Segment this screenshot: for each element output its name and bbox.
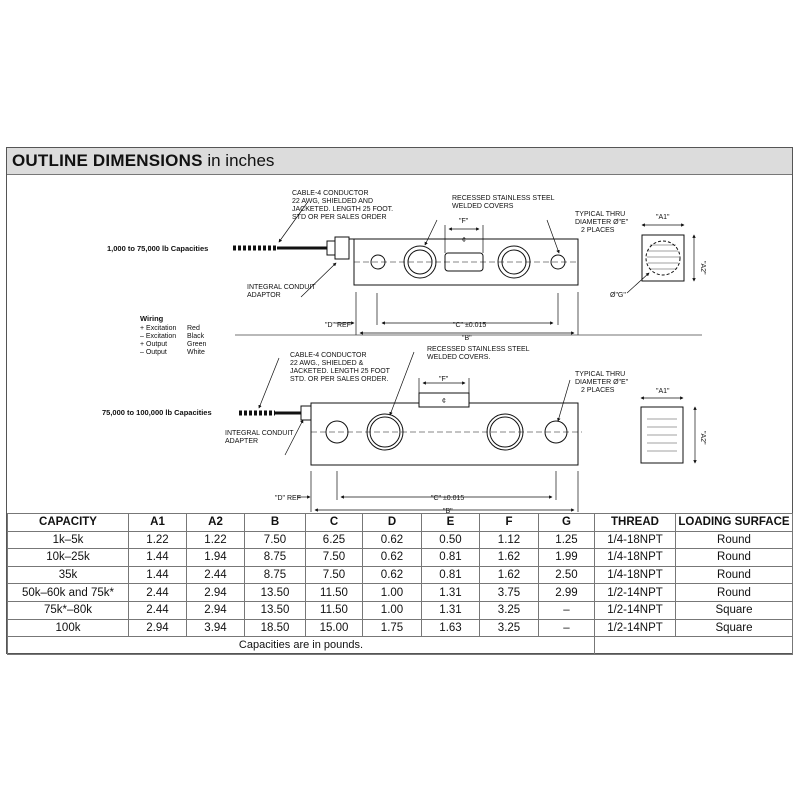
table-cell: Square xyxy=(676,619,793,637)
col-header-loading-surface: LOADING SURFACE xyxy=(676,514,793,532)
svg-text:Green: Green xyxy=(187,341,207,348)
table-cell: 6.25 xyxy=(306,531,363,549)
table-cell: 1/2-14NPT xyxy=(595,619,676,637)
top-end-view xyxy=(627,225,694,293)
svg-text:¢: ¢ xyxy=(442,398,446,405)
table-row xyxy=(8,584,793,602)
svg-text:2 PLACES: 2 PLACES xyxy=(581,227,615,234)
table-cell: 75k*–80k xyxy=(8,601,129,619)
table-cell: 1.00 xyxy=(363,584,422,602)
svg-text:DIAMETER Ø"E": DIAMETER Ø"E" xyxy=(575,379,629,386)
bottom-dim-f: "F" xyxy=(439,376,449,383)
svg-text:– Output: – Output xyxy=(140,349,167,356)
svg-text:22 AWG., SHIELDED &: 22 AWG., SHIELDED & xyxy=(290,360,364,367)
table-cell: 1.12 xyxy=(480,531,539,549)
table-cell: 2.44 xyxy=(129,601,187,619)
table-cell: 1/4-18NPT xyxy=(595,566,676,584)
col-header-d: D xyxy=(363,514,422,532)
table-cell: 1/4-18NPT xyxy=(595,531,676,549)
table-cell: 2.99 xyxy=(539,584,595,602)
table-cell: 15.00 xyxy=(306,619,363,637)
svg-text:INTEGRAL CONDUIT: INTEGRAL CONDUIT xyxy=(225,430,294,437)
top-dim-g: Ø"G" xyxy=(610,292,626,299)
table-cell: 8.75 xyxy=(245,549,306,567)
svg-text:ADAPTER: ADAPTER xyxy=(225,438,259,445)
svg-text:TYPICAL THRU: TYPICAL THRU xyxy=(575,371,626,378)
top-capacity-label: 1,000 to 75,000 lb Capacities xyxy=(107,244,209,253)
svg-text:WELDED COVERS.: WELDED COVERS. xyxy=(427,354,491,361)
table-cell: – xyxy=(539,601,595,619)
table-cell: 1.00 xyxy=(363,601,422,619)
outline-drawing xyxy=(7,175,792,513)
table-cell: 3.94 xyxy=(187,619,245,637)
table-cell: 2.50 xyxy=(539,566,595,584)
svg-text:JACKETED. LENGTH 25 FOOT: JACKETED. LENGTH 25 FOOT xyxy=(290,368,390,375)
table-cell: 0.81 xyxy=(422,549,480,567)
table-cell: 3.25 xyxy=(480,601,539,619)
svg-text:+ Output: + Output xyxy=(140,341,168,348)
table-cell: 10k–25k xyxy=(8,549,129,567)
table-cell: 1.25 xyxy=(539,531,595,549)
top-cable xyxy=(233,237,354,259)
col-header-a1: A1 xyxy=(129,514,187,532)
table-footnote: Capacities are in pounds. xyxy=(8,637,595,655)
table-cell: 3.75 xyxy=(480,584,539,602)
svg-text:+ Excitation: + Excitation xyxy=(140,325,177,332)
svg-text:Wiring: Wiring xyxy=(140,314,164,323)
table-cell: 0.81 xyxy=(422,566,480,584)
top-thru-note xyxy=(575,211,629,234)
table-row xyxy=(8,531,793,549)
table-cell: 1.22 xyxy=(129,531,187,549)
bottom-thru-note xyxy=(575,371,629,394)
col-header-capacity: CAPACITY xyxy=(8,514,129,532)
table-cell: 13.50 xyxy=(245,584,306,602)
bottom-dim-a2: "A2" xyxy=(699,431,706,445)
table-cell: 3.25 xyxy=(480,619,539,637)
svg-text:CABLE-4 CONDUCTOR: CABLE-4 CONDUCTOR xyxy=(290,352,367,359)
table-cell: 0.50 xyxy=(422,531,480,549)
col-header-c: C xyxy=(306,514,363,532)
svg-text:JACKETED. LENGTH 25 FOOT.: JACKETED. LENGTH 25 FOOT. xyxy=(292,206,394,213)
table-cell: 1.99 xyxy=(539,549,595,567)
svg-text:DIAMETER Ø"E": DIAMETER Ø"E" xyxy=(575,219,629,226)
bottom-load-cell-body xyxy=(311,393,582,465)
table-cell: – xyxy=(539,619,595,637)
section-title: OUTLINE DIMENSIONS in inches xyxy=(12,151,275,170)
table-cell: 1.31 xyxy=(422,584,480,602)
svg-text:Red: Red xyxy=(187,325,200,332)
col-header-b: B xyxy=(245,514,306,532)
col-header-g: G xyxy=(539,514,595,532)
svg-text:INTEGRAL CONDUIT: INTEGRAL CONDUIT xyxy=(247,284,316,291)
col-header-a2: A2 xyxy=(187,514,245,532)
table-cell: 35k xyxy=(8,566,129,584)
table-cell: 2.94 xyxy=(129,619,187,637)
bottom-dim-c: "C" ±0.015 xyxy=(431,495,465,502)
svg-text:ADAPTOR: ADAPTOR xyxy=(247,292,281,299)
table-row xyxy=(8,601,793,619)
table-cell: 1.22 xyxy=(187,531,245,549)
top-dim-d: "D" REF xyxy=(325,322,351,329)
wiring-legend xyxy=(140,314,207,356)
table-row xyxy=(8,549,793,567)
table-cell: 7.50 xyxy=(306,549,363,567)
bottom-dim-a1: "A1" xyxy=(656,388,670,395)
table-cell: 0.62 xyxy=(363,566,422,584)
dimension-table xyxy=(7,513,793,655)
top-dimension-lines xyxy=(279,203,578,335)
table-cell: 11.50 xyxy=(306,584,363,602)
table-cell: 0.62 xyxy=(363,531,422,549)
table-cell: 1.75 xyxy=(363,619,422,637)
table-cell: Round xyxy=(676,531,793,549)
svg-text:2 PLACES: 2 PLACES xyxy=(581,387,615,394)
svg-text:Black: Black xyxy=(187,333,205,340)
svg-text:RECESSED STAINLESS STEEL: RECESSED STAINLESS STEEL xyxy=(427,346,530,353)
table-cell: 7.50 xyxy=(245,531,306,549)
table-cell: 2.94 xyxy=(187,601,245,619)
svg-text:22 AWG, SHIELDED AND: 22 AWG, SHIELDED AND xyxy=(292,198,374,205)
table-cell: Square xyxy=(676,601,793,619)
table-cell: 8.75 xyxy=(245,566,306,584)
table-cell: 7.50 xyxy=(306,566,363,584)
col-header-e: E xyxy=(422,514,480,532)
table-cell: 0.62 xyxy=(363,549,422,567)
table-cell: 2.44 xyxy=(187,566,245,584)
svg-text:– Excitation: – Excitation xyxy=(140,333,177,340)
bottom-end-view xyxy=(641,398,695,463)
table-cell: 1.44 xyxy=(129,566,187,584)
table-cell: 1/2-14NPT xyxy=(595,601,676,619)
table-cell: 50k–60k and 75k* xyxy=(8,584,129,602)
svg-text:TYPICAL THRU: TYPICAL THRU xyxy=(575,211,626,218)
bottom-dim-b: "B" xyxy=(443,508,453,513)
table-cell: 1.31 xyxy=(422,601,480,619)
table-cell: 1/4-18NPT xyxy=(595,549,676,567)
top-load-cell-body xyxy=(354,237,578,285)
table-cell: 1.62 xyxy=(480,549,539,567)
table-cell: 1.94 xyxy=(187,549,245,567)
top-dim-c: "C" ±0.015 xyxy=(453,322,487,329)
table-cell: Round xyxy=(676,566,793,584)
table-cell: Round xyxy=(676,549,793,567)
bottom-covers-note xyxy=(427,346,530,361)
svg-text:WELDED COVERS: WELDED COVERS xyxy=(452,203,514,210)
bottom-conduit-note xyxy=(225,430,294,445)
svg-text:RECESSED STAINLESS STEEL: RECESSED STAINLESS STEEL xyxy=(452,195,555,202)
table-cell: 11.50 xyxy=(306,601,363,619)
table-cell: 2.94 xyxy=(187,584,245,602)
top-covers-note xyxy=(452,195,555,210)
top-conduit-note xyxy=(247,284,316,299)
bottom-capacity-label: 75,000 to 100,000 lb Capacities xyxy=(102,408,212,417)
table-cell: 13.50 xyxy=(245,601,306,619)
top-dim-b: "B" xyxy=(462,335,472,342)
table-cell: Round xyxy=(676,584,793,602)
outline-dimensions-sheet xyxy=(6,147,793,654)
svg-text:¢: ¢ xyxy=(462,237,466,244)
top-dim-a2: "A2" xyxy=(699,261,706,275)
top-dim-a1: "A1" xyxy=(656,214,670,221)
table-cell: 1.62 xyxy=(480,566,539,584)
svg-text:STD OR PER SALES ORDER: STD OR PER SALES ORDER xyxy=(292,214,387,221)
bottom-dim-d: "D" REF xyxy=(275,495,301,502)
col-header-thread: THREAD xyxy=(595,514,676,532)
svg-text:STD. OR PER SALES ORDER.: STD. OR PER SALES ORDER. xyxy=(290,376,389,383)
table-cell: 2.44 xyxy=(129,584,187,602)
col-header-f: F xyxy=(480,514,539,532)
table-footnote-blank xyxy=(595,637,793,655)
top-dim-f: "F" xyxy=(459,218,469,225)
svg-text:White: White xyxy=(187,349,205,356)
top-cable-note xyxy=(292,190,393,221)
table-header-row xyxy=(8,514,793,532)
table-cell: 1k–5k xyxy=(8,531,129,549)
table-cell: 100k xyxy=(8,619,129,637)
table-cell: 18.50 xyxy=(245,619,306,637)
table-footnote-row xyxy=(8,637,793,655)
table-row xyxy=(8,566,793,584)
table-cell: 1/2-14NPT xyxy=(595,584,676,602)
svg-text:CABLE-4 CONDUCTOR: CABLE-4 CONDUCTOR xyxy=(292,190,369,197)
title-bar xyxy=(7,148,792,175)
table-cell: 1.44 xyxy=(129,549,187,567)
table-cell: 1.63 xyxy=(422,619,480,637)
bottom-cable-note xyxy=(290,352,391,383)
table-row xyxy=(8,619,793,637)
bottom-cable xyxy=(239,406,311,420)
